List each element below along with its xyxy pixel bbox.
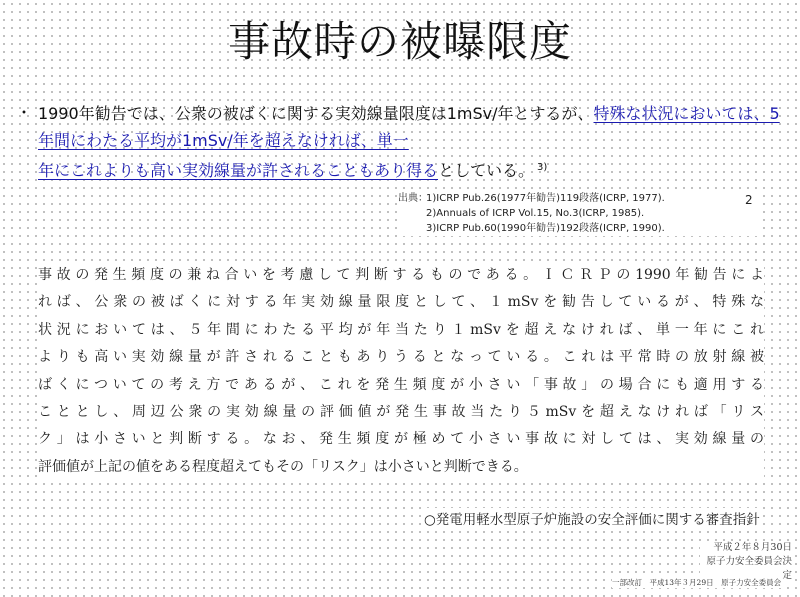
bullet-marker: ・ [16, 103, 33, 122]
reference-text: 2)Annuals of ICRP Vol.15, No.3(ICRP, 1985). [426, 208, 645, 219]
excerpt-line: ク」は小さいと判断する。なお、発生頻度が極めて小さい事故に対しては、実効線量の [38, 431, 764, 448]
excerpt-paragraph [38, 262, 764, 481]
excerpt-line: 事故の発生頻度の兼ね合いを考慮して判断するものである。ＩＣＲＰの1990年勧告によ [38, 267, 764, 283]
excerpt-line: 状況においては、５年間にわたる平均が年当たり１mSvを超えなければ、単一年にこれ [38, 321, 764, 338]
underlined-text-line2: 年にこれよりも高い実効線量が許されることもあり得る [38, 161, 439, 180]
footnote-mark: 3) [537, 162, 548, 173]
bullet-text-part1: 1990年勧告では、公衆の被ばくに関する実効線量限度は1mSv/年とするが、 [38, 104, 594, 123]
reference-item [398, 206, 758, 221]
decision-body: 原子力安全委員会決定 [706, 556, 792, 581]
slide-title: 事故時の被曝限度 [227, 17, 572, 66]
revision-note: 一部改訂 平成13年３月29日 原子力安全委員会 [612, 578, 782, 587]
excerpt-line: れば、公衆の被ばくに対する年実効線量限度として、１mSvを勧告しているが、特殊な [38, 294, 764, 311]
bullet-point [16, 100, 788, 184]
bullet-text-tail: としている。 [438, 161, 535, 180]
excerpt-line: 評価値が上記の値をある程度超えてもその「リスク」は小さいと判断できる。 [38, 458, 528, 475]
excerpt-line: こととし、周辺公衆の実効線量の評価値が発生事故当たり５mSvを超えなければ「リス [38, 404, 764, 421]
references-block [398, 191, 758, 236]
excerpt-source: ○発電用軽水型原子炉施設の安全評価に関する審査指針 [424, 508, 760, 528]
reference-text: 3)ICRP Pub.60(1990年勧告)192段落(ICRP, 1990). [426, 223, 665, 234]
reference-item [398, 221, 758, 236]
bullet-text [38, 100, 788, 184]
excerpt-line: ばくについての考え方であるが、これを発生頻度が小さい「事故」の場合にも適用する [38, 376, 764, 393]
page-number: 2 [745, 193, 753, 207]
underlined-text-line1: 特殊な状況においては、5年間にわたる平均が1mSv/年を超えなければ、単一 [38, 104, 780, 150]
excerpt-line: よりも高い実効線量が許されることもありうるとなっている。これは平常時の放射線被 [38, 349, 764, 366]
references-label: 出典： [398, 193, 428, 204]
reference-item [398, 191, 758, 206]
decision-date: 平成２年８月30日 [713, 542, 792, 553]
reference-text: 1)ICRP Pub.26(1977年勧告)119段落(ICRP, 1977). [426, 193, 665, 204]
